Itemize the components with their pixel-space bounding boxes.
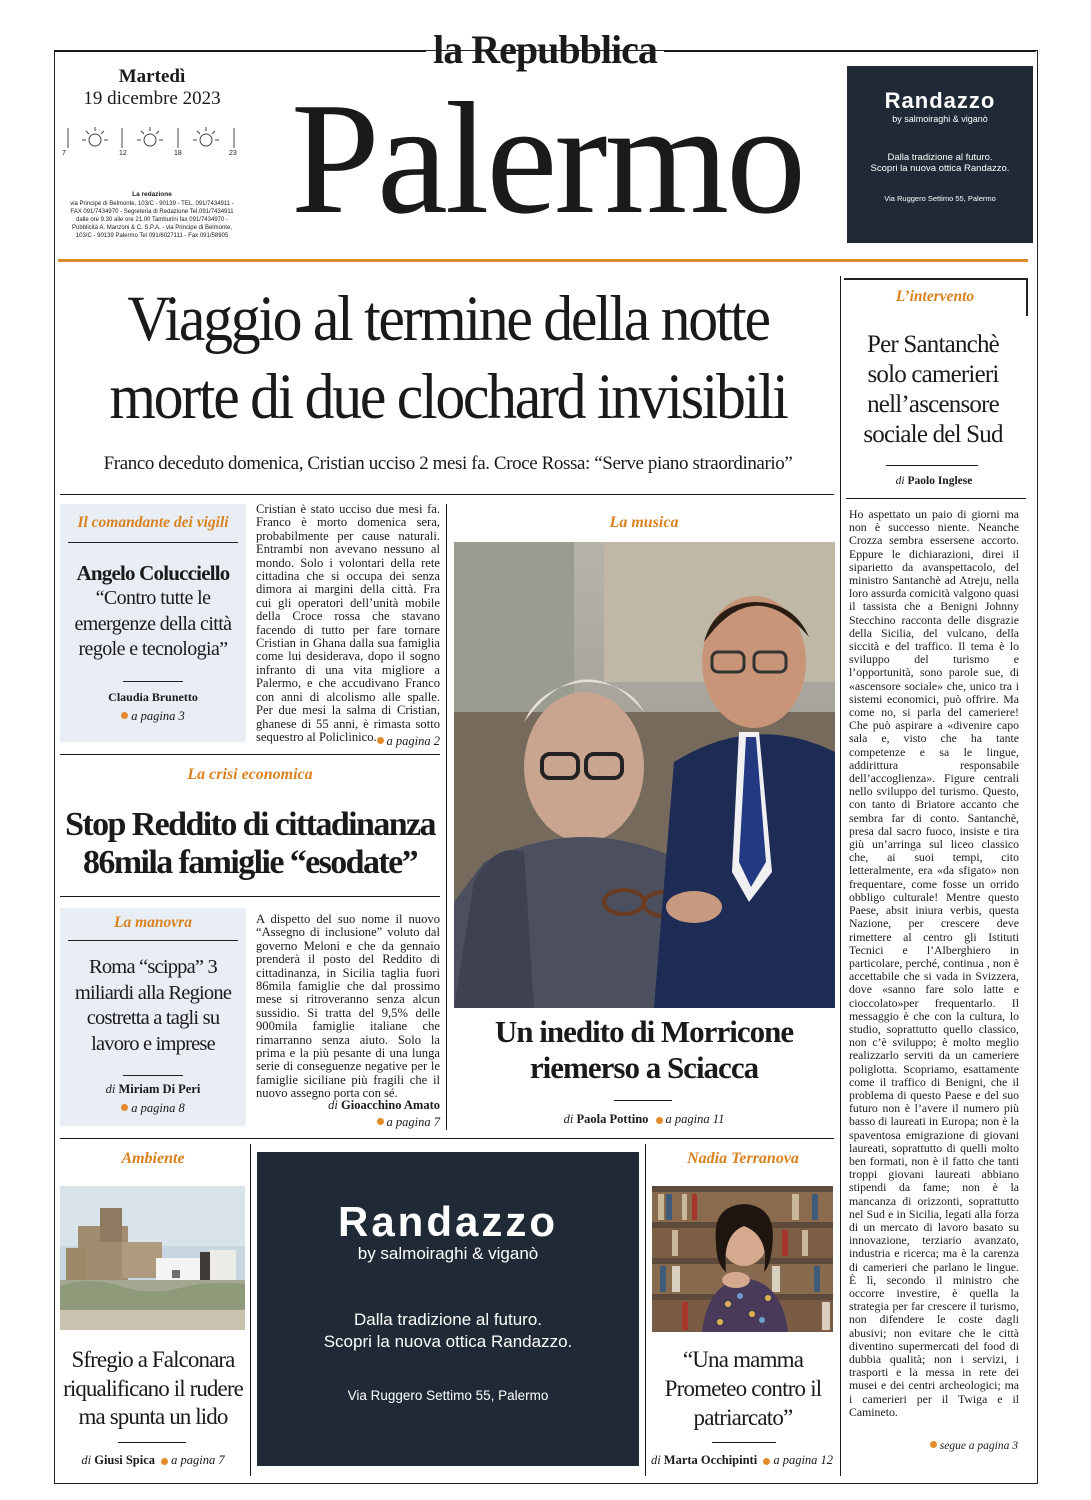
intervento-byline: di Paolo Inglese (895, 475, 973, 487)
intervento-rule-2 (846, 498, 1026, 499)
bottom-rule (60, 1138, 834, 1139)
manovra-author: Miriam Di Peri (118, 1082, 201, 1096)
crisi-body: A dispetto del suo nome il nuovo “Assegno di inclusione” voluto dal governo Meloni e che da gennaio prenderà il posto del Reddito di cittadinanza, in Sicilia taglia fuori 86mila famiglie che dal prossimo mese si ritroveranno senza alcun sussidio. Si tratta del 9,5% delle 900mila famiglie italiane che rimarranno senza aiuto. Solo la prima e la più pesante di una lunga serie di conseguenze negative per le famiglie siciliane più fragili che il nuovo assegno porta con sé. (256, 912, 440, 1101)
musica-author: Paola Pottino (576, 1112, 649, 1126)
vigili-box[interactable] (60, 504, 246, 742)
masthead-orange-rule (58, 259, 1028, 262)
morricone-photo-image (454, 542, 835, 1008)
top-ad[interactable] (847, 66, 1033, 243)
ambiente-byline: di Giusi Spica a pagina 7 (81, 1453, 225, 1467)
crisi-page-ref[interactable]: a pagina 7 (340, 1111, 440, 1130)
manovra-by: di (105, 1082, 116, 1096)
crisi-rule-bottom (60, 896, 440, 897)
falconara-photo-image (60, 1186, 245, 1330)
publication-name[interactable]: la Repubblica (433, 27, 657, 72)
intervento-body: Ho aspettato un paio di giorni ma non è successo niente. Neanche Crozza sembra essersene accorto. Eppure le dichiarazioni, direi il siparietto da avanspettacolo, del ministro Santanchè ad Atreju, nella loro assurda comicità valgono quasi il tassista che a Benigni Johnny Stecchino racconta delle disgrazie della Sicilia, del vulcano, della siccità e del traffico. Il tema è lo sviluppo del turismo e l’opportunità, sono parole sue, di «ascensore sociale» che, unico tra i sistemi economici, può offrire. Ma come no, si parla del cameriere! Che può aspirare a «divenire capo sala e, visto che ha tante competenze e sa le lingue, addirittura responsabile dell’accoglienza». Figure centrali nello sviluppo del turismo. Questo, con tanto di Briatore accanto che sembra far di conto. Santanchè, presa dal sacro fuoco, insiste e tira giù un’arringa sul liceo classico che, ai suoi tempi, cito letteralmente, era «da sfigato» non frequentare, come fosse un orrido obbligo culturale! Mentre questo Paese, absit iniura verbis, questa Nazione, per crescere deve rimettere al centro gli Istituti Tecnici e l’Alberghiero in particolare, perché, continua , non è accettabile che si vada in Svizzera, dove «sanno fare solo latte e cioccolato»per frequentarlo. Il messaggio è che con la cultura, lo studio, soprattutto quello classico, non c’è sviluppo; è molto meglio realizzarlo serviti da un cameriere poliglotta. Scopriamo, esattamente come il traffico di Benigni, che il problema di questo Paese e del suo futuro non è l’avere il numero più basso di laureati in Europa; non è la spaventosa emigrazione di giovani laureati, soprattutto di quelli molto ben formati, non è il fatto che tanti troppi giovani laureati abbiano stipendi da fame; non è la mancanza di orizzonti, soprattutto nel Sud e in Sicilia, legati alla forza di un mercato di lavoro basato su innovazione, terziario avanzato, industria e ricerca; ma è la carenza di camerieri che parlano le lingue. È lì, secondo il ministro che occorre investire, è quella la strategia per far crescere il turismo, non difendere le coste dagli abusivi; non evitare che le città diventino supermercati del food di dubbia qualità; non i servizi, i trasporti e la messa in rete dei musei e dei centri archeologici; ma i camerieri per il Twiga e il Camineto. (849, 507, 1019, 1419)
redazione-title: La redazione (132, 191, 172, 198)
date-full: 19 dicembre 2023 (83, 88, 221, 109)
bottom-ad-line1: Dalla tradizione al futuro. (353, 1310, 543, 1329)
falconara-photo[interactable] (60, 1186, 245, 1330)
vigili-kicker: Il comandante dei vigili (77, 514, 229, 531)
manovra-box[interactable] (60, 908, 246, 1126)
weather-hour-3: 18 (174, 150, 182, 157)
bottom-ad-line2: Scopri la nuova ottica Randazzo. (323, 1332, 573, 1351)
ambiente-kicker: Ambiente (121, 1150, 185, 1167)
ambiente-author: Giusi Spica (94, 1453, 156, 1467)
lead-rule (60, 494, 834, 495)
intervento-kicker: L’intervento (895, 288, 975, 305)
masthead-rule-left (54, 50, 426, 52)
weather-hour-1: 7 (62, 150, 66, 157)
vigili-quote: “Contro tutte le emergenze della città regole e tecnologia” (74, 587, 232, 660)
lead-headline-2[interactable]: morte di due clochard invisibili (109, 361, 787, 433)
intervento-headline[interactable]: Per Santanchè solo camerieri nell’ascensore sociale del Sud (863, 331, 1003, 448)
crisi-rule-top (60, 754, 440, 755)
vigili-page[interactable]: a pagina 3 (131, 708, 185, 723)
manovra-page[interactable]: a pagina 8 (131, 1101, 185, 1115)
crisi-headline-1[interactable]: Stop Reddito di cittadinanza (65, 806, 435, 843)
terranova-page[interactable]: a pagina 12 (773, 1453, 834, 1467)
terranova-kicker: Nadia Terranova (687, 1150, 799, 1167)
musica-kicker: La musica (609, 514, 679, 531)
column-rule-3 (250, 1144, 251, 1476)
lead-subhead: Franco deceduto domenica, Cristian ucciso 2 mesi fa. Croce Rossa: “Serve piano straordinario” (103, 453, 793, 474)
bottom-ad-address: Via Ruggero Settimo 55, Palermo (347, 1388, 549, 1403)
lead-page-ref[interactable]: a pagina 2 (360, 730, 440, 749)
musica-page[interactable]: a pagina 11 (665, 1112, 725, 1126)
masthead-rule-right (664, 50, 1036, 52)
weather-hour-2: 12 (119, 150, 127, 157)
weather-icons (62, 124, 242, 160)
musica-headline-2[interactable]: riemerso a Sciacca (529, 1050, 759, 1085)
ambiente-rule (118, 1442, 186, 1443)
redazione-text: via Principe di Belmonte, 103/C - 90139 - TEL. 091/7434911 - FAX 091/7434970 - Segreteria di Redazione Tel.091/7434911 dalle ore 9.30 alle ore 21.00 Tamburini fax 091/7434970 - Pubblicità A. Manzoni & C. S.P.A. - via Principe di Belmonte, 103/C - 90139 Palermo Tel 091/6027111 - Fax 091/58905 (70, 201, 234, 239)
top-ad-sub: by salmoiraghi & viganò (892, 114, 988, 124)
top-ad-address: Via Ruggero Settimo 55, Palermo (884, 194, 996, 203)
bottom-ad-brand: Randazzo (337, 1198, 558, 1245)
terranova-quote[interactable]: “Una mamma Prometeo contro il patriarcato” (664, 1347, 822, 1430)
terranova-rule (712, 1442, 776, 1443)
ambiente-headline[interactable]: Sfregio a Falconara riqualificano il rudere ma spunta un lido (63, 1347, 243, 1429)
musica-rule (614, 1100, 672, 1101)
column-rule-4 (645, 1144, 646, 1476)
intervento-page-ref[interactable]: segue a pagina 3 (860, 1434, 1018, 1453)
top-ad-line1: Dalla tradizione al futuro. (887, 152, 993, 163)
terranova-photo-image (652, 1186, 833, 1332)
column-rule-2 (840, 276, 841, 1476)
bottom-ad-sub: by salmoiraghi & viganò (357, 1244, 539, 1263)
vigili-name: Angelo Colucciello (76, 561, 230, 585)
crisi-kicker: La crisi economica (187, 766, 313, 783)
intervento-rule (886, 465, 978, 466)
terranova-photo[interactable] (652, 1186, 833, 1332)
date-weekday: Martedì (118, 66, 186, 87)
lead-headline-1[interactable]: Viaggio al termine della notte (127, 283, 769, 355)
intervento-author: Paolo Inglese (907, 475, 973, 487)
top-ad-line2: Scopri la nuova ottica Randazzo. (870, 163, 1010, 174)
lead-body: Cristian è stato ucciso due mesi fa. Franco è morto domenica sera, probabilmente per cause naturali. Entrambi non avevano nessuno al mondo. Solo i volontari della rete cittadina che si occupa dei senza dimora ai margini della città. Fra cui gli operatori dell’unità mobile della Croce rossa che stavano facendo di tutto per fare tornare Cristian in Ghana dalla sua famiglia come lui desiderava, dopo il sogno infranto di una vita migliore a Palermo, e che accudivano Franco con anni di alcolismo alle spalle. Per due mesi la salma di Cristian, ghanese di 55 anni, è rimasta sotto sequestro al Policlinico. (256, 502, 440, 744)
bottom-ad[interactable] (257, 1152, 639, 1466)
musica-headline-1[interactable]: Un inedito di Morricone (494, 1014, 794, 1049)
terranova-byline: di Marta Occhipinti a pagina 12 (650, 1453, 834, 1467)
manovra-kicker: La manovra (114, 914, 192, 931)
crisi-byline: di Gioacchino Amato (328, 1098, 440, 1112)
crisi-headline-2[interactable]: 86mila famiglie “esodate” (83, 844, 417, 881)
edition-title[interactable]: Palermo (290, 69, 804, 247)
weather-strip (62, 124, 242, 160)
musica-byline: di Paola Pottino a pagina 11 (563, 1112, 725, 1126)
ambiente-page[interactable]: a pagina 7 (171, 1453, 225, 1467)
weather-hour-4: 23 (229, 150, 237, 157)
terranova-author: Marta Occhipinti (663, 1453, 758, 1467)
morricone-photo[interactable] (454, 542, 835, 1008)
manovra-quote: Roma “scippa” 3 miliardi alla Regione costretta a tagli su lavoro e imprese (74, 956, 232, 1055)
vigili-author: Claudia Brunetto (108, 689, 198, 704)
top-ad-brand: Randazzo (884, 88, 996, 113)
